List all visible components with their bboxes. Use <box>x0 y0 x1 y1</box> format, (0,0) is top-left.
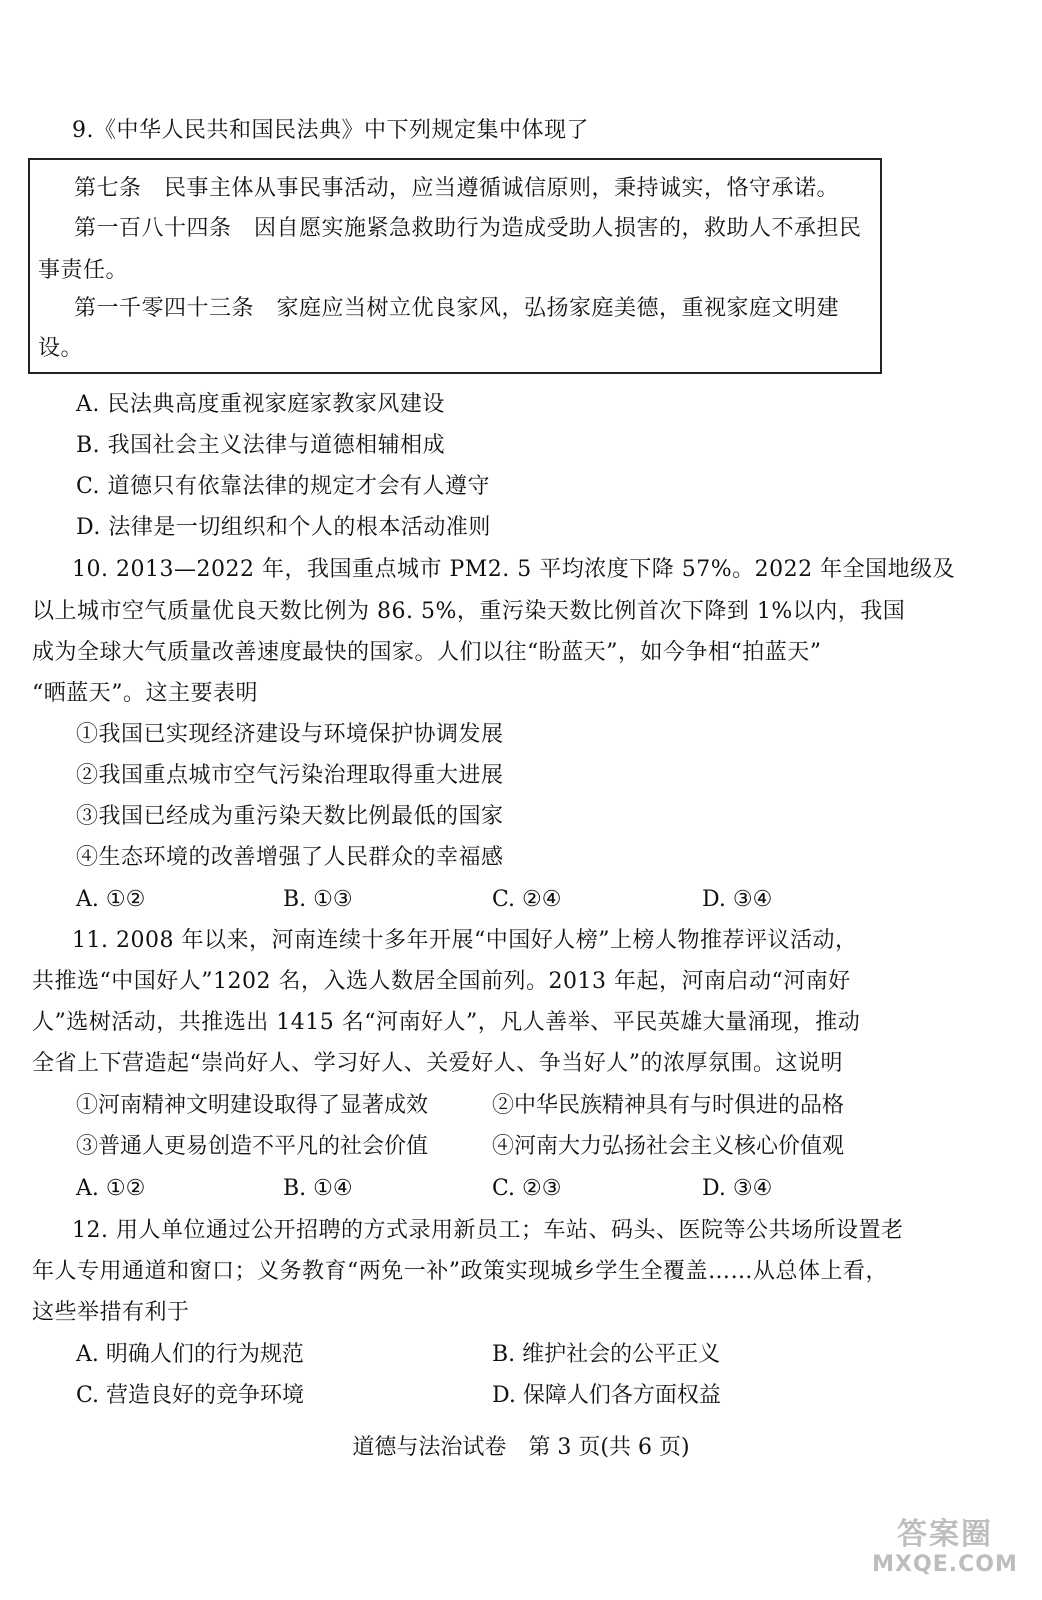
q10-statement-2: ②我国重点城市空气污染治理取得重大进展 <box>76 763 504 788</box>
q9-option-b: B. 我国社会主义法律与道德相辅相成 <box>76 433 446 458</box>
q9-box-line-3: 事责任。 <box>38 258 129 283</box>
watermark-logo <box>870 1518 1020 1580</box>
q12-option-c: C. 营造良好的竞争环境 <box>76 1383 305 1408</box>
q9-law-excerpt-box <box>28 158 882 374</box>
q11-stem-line-1: 11. 2008 年以来，河南连续十多年开展“中国好人榜”上榜人物推荐评议活动， <box>72 928 858 953</box>
q9-stem: 9.《中华人民共和国民法典》中下列规定集中体现了 <box>72 118 589 143</box>
q11-stem-line-3: 人”选树活动，共推选出 1415 名“河南好人”，凡人善举、平民英雄大量涌现，推动 <box>32 1010 861 1035</box>
q11-statement-1: ①河南精神文明建设取得了显著成效 <box>76 1093 429 1118</box>
q11-stem-line-2: 共推选“中国好人”1202 名，入选人数居全国前列。2013 年起，河南启动“河南好 <box>32 969 851 994</box>
q10-option-d: D. ③④ <box>702 887 773 912</box>
q10-option-b: B. ①③ <box>283 887 353 912</box>
q9-option-a: A. 民法典高度重视家庭家教家风建设 <box>76 392 445 417</box>
q10-statement-4: ④生态环境的改善增强了人民群众的幸福感 <box>76 845 504 870</box>
q12-stem-line-3: 这些举措有利于 <box>32 1300 190 1325</box>
watermark-domain: MXQE.COM <box>872 1552 1018 1577</box>
q12-stem-line-1: 12. 用人单位通过公开招聘的方式录用新员工；车站、码头、医院等公共场所设置老 <box>72 1218 904 1243</box>
q11-option-c: C. ②③ <box>492 1176 562 1201</box>
q10-stem-line-1: 10. 2013—2022 年，我国重点城市 PM2. 5 平均浓度下降 57%。2022 年全国地级及 <box>72 557 956 582</box>
q9-box-line-5: 设。 <box>38 336 84 361</box>
q9-box-line-2: 第一百八十四条 因自愿实施紧急救助行为造成受助人损害的，救助人不承担民 <box>74 216 862 241</box>
q9-option-c: C. 道德只有依靠法律的规定才会有人遵守 <box>76 474 491 499</box>
q11-option-a: A. ①② <box>76 1176 146 1201</box>
q10-option-a: A. ①② <box>76 887 146 912</box>
q9-box-line-1: 第七条 民事主体从事民事活动，应当遵循诚信原则，秉持诚实，恪守承诺。 <box>74 176 840 201</box>
q9-option-d: D. 法律是一切组织和个人的根本活动准则 <box>76 515 491 540</box>
q11-statement-3: ③普通人更易创造不平凡的社会价值 <box>76 1134 429 1159</box>
q10-stem-line-4: “晒蓝天”。这主要表明 <box>32 681 258 706</box>
q10-stem-line-3: 成为全球大气质量改善速度最快的国家。人们以往“盼蓝天”，如今争相“拍蓝天” <box>32 640 822 665</box>
q10-stem-line-2: 以上城市空气质量优良天数比例为 86. 5%，重污染天数比例首次下降到 1%以内，我国 <box>32 599 906 624</box>
q12-option-b: B. 维护社会的公平正义 <box>492 1342 721 1367</box>
page-footer: 道德与法治试卷 第 3 页(共 6 页) <box>352 1435 690 1460</box>
q11-option-b: B. ①④ <box>283 1176 353 1201</box>
q12-option-d: D. 保障人们各方面权益 <box>492 1383 721 1408</box>
q11-statement-4: ④河南大力弘扬社会主义核心价值观 <box>492 1134 845 1159</box>
q11-stem-line-4: 全省上下营造起“崇尚好人、学习好人、关爱好人、争当好人”的浓厚氛围。这说明 <box>32 1051 843 1076</box>
q10-statement-3: ③我国已经成为重污染天数比例最低的国家 <box>76 804 504 829</box>
q10-option-c: C. ②④ <box>492 887 562 912</box>
watermark-title: 答案圈 <box>897 1517 993 1552</box>
q10-statement-1: ①我国已实现经济建设与环境保护协调发展 <box>76 722 504 747</box>
q9-box-line-4: 第一千零四十三条 家庭应当树立优良家风，弘扬家庭美德，重视家庭文明建 <box>74 296 840 321</box>
q12-stem-line-2: 年人专用通道和窗口；义务教育“两免一补”政策实现城乡学生全覆盖……从总体上看， <box>32 1259 888 1284</box>
q11-statement-2: ②中华民族精神具有与时俱进的品格 <box>492 1093 845 1118</box>
q12-option-a: A. 明确人们的行为规范 <box>76 1342 304 1367</box>
q11-option-d: D. ③④ <box>702 1176 773 1201</box>
